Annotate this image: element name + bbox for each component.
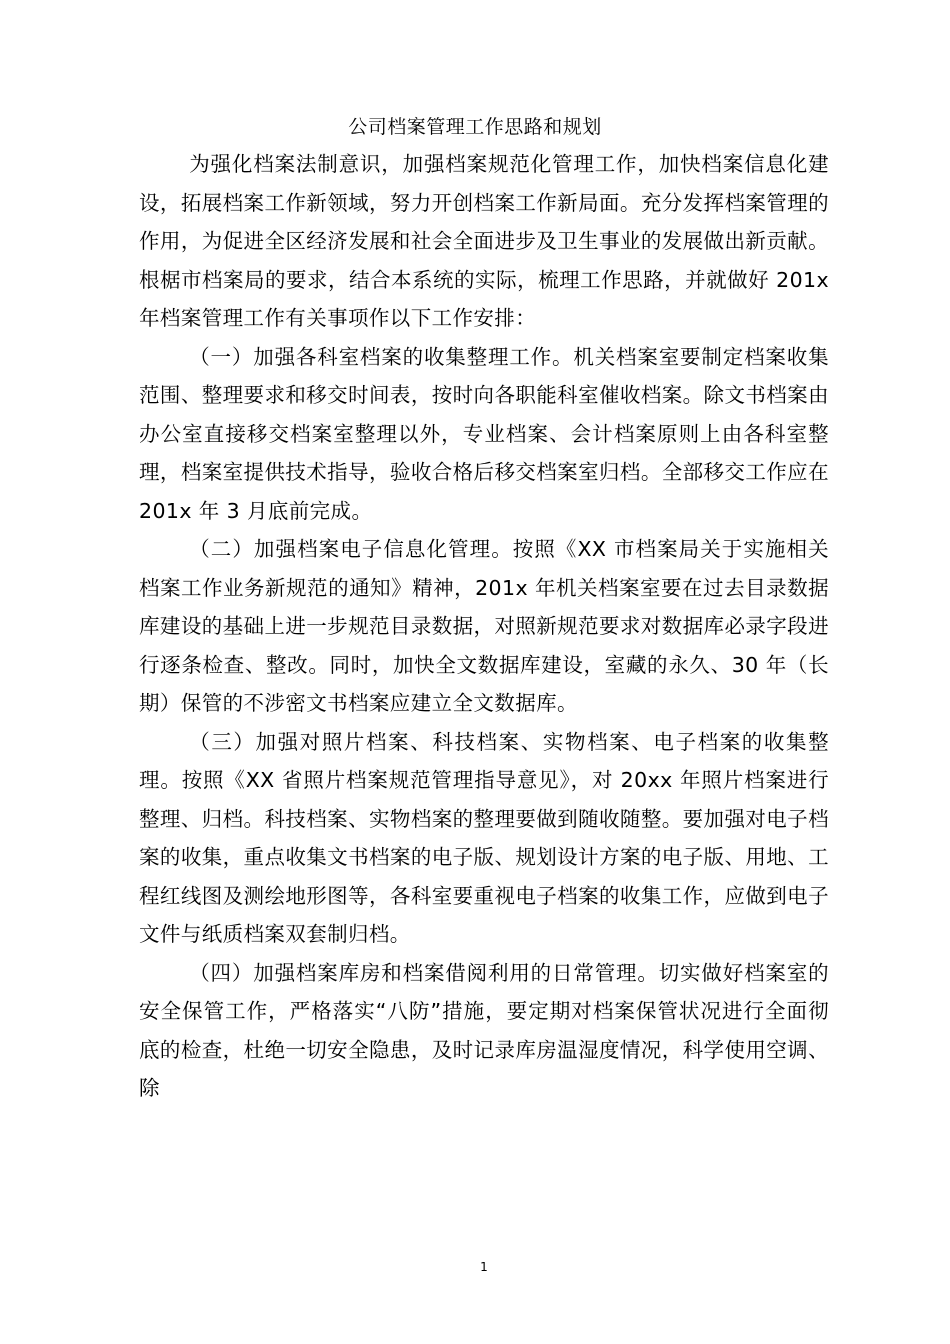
paragraph-section-3: （三）加强对照片档案、科技档案、实物档案、电子档案的收集整理。按照《XX 省照片档案规范管理指导意见》，对 20xx 年照片档案进行整理、归档。科技档案、实物档案的整理要做到随收随整。要加强对电子档案的收集，重点收集文书档案的电子版、规划设计方案的电子版、用地、工程红线图及测绘地形图等，各科室要重视电子档案的收集工作，应做到电子文件与纸质档案双套制归档。 xyxy=(139,729,829,946)
paragraph-section-4: （四）加强档案库房和档案借阅利用的日常管理。切实做好档案室的安全保管工作，严格落实“八防”措施，要定期对档案保管状况进行全面彻底的检查，杜绝一切安全隐患，及时记录库房温湿度情况，科学使用空调、除 xyxy=(139,960,829,1100)
document-body xyxy=(139,145,829,1108)
document-title: 公司档案管理工作思路和规划 xyxy=(348,116,602,138)
paragraph-section-1: （一）加强各科室档案的收集整理工作。机关档案室要制定档案收集范围、整理要求和移交时间表，按时向各职能科室催收档案。除文书档案由办公室直接移交档案室整理以外，专业档案、会计档案原则上由各科室整理，档案室提供技术指导，验收合格后移交档案室归档。全部移交工作应在 201x 年 3 月底前完成。 xyxy=(139,344,829,523)
paragraph-intro: 为强化档案法制意识，加强档案规范化管理工作，加快档案信息化建设，拓展档案工作新领域，努力开创档案工作新局面。充分发挥档案管理的作用，为促进全区经济发展和社会全面进步及卫生事业的发展做出新贡献。根椐市档案局的要求，结合本系统的实际，梳理工作思路，并就做好 201x 年档案管理工作有关事项作以下工作安排： xyxy=(139,152,829,330)
paragraph-section-2: （二）加强档案电子信息化管理。按照《XX 市档案局关于实施相关档案工作业务新规范的通知》精神，201x 年机关档案室要在过去目录数据库建设的基础上进一步规范目录数据，对照新规范要求对数据库必录字段进行逐条检查、整改。同时，加快全文数据库建设，室藏的永久、30 年（长期）保管的不涉密文书档案应建立全文数据库。 xyxy=(139,537,829,715)
page-number: 1 xyxy=(480,1260,488,1274)
